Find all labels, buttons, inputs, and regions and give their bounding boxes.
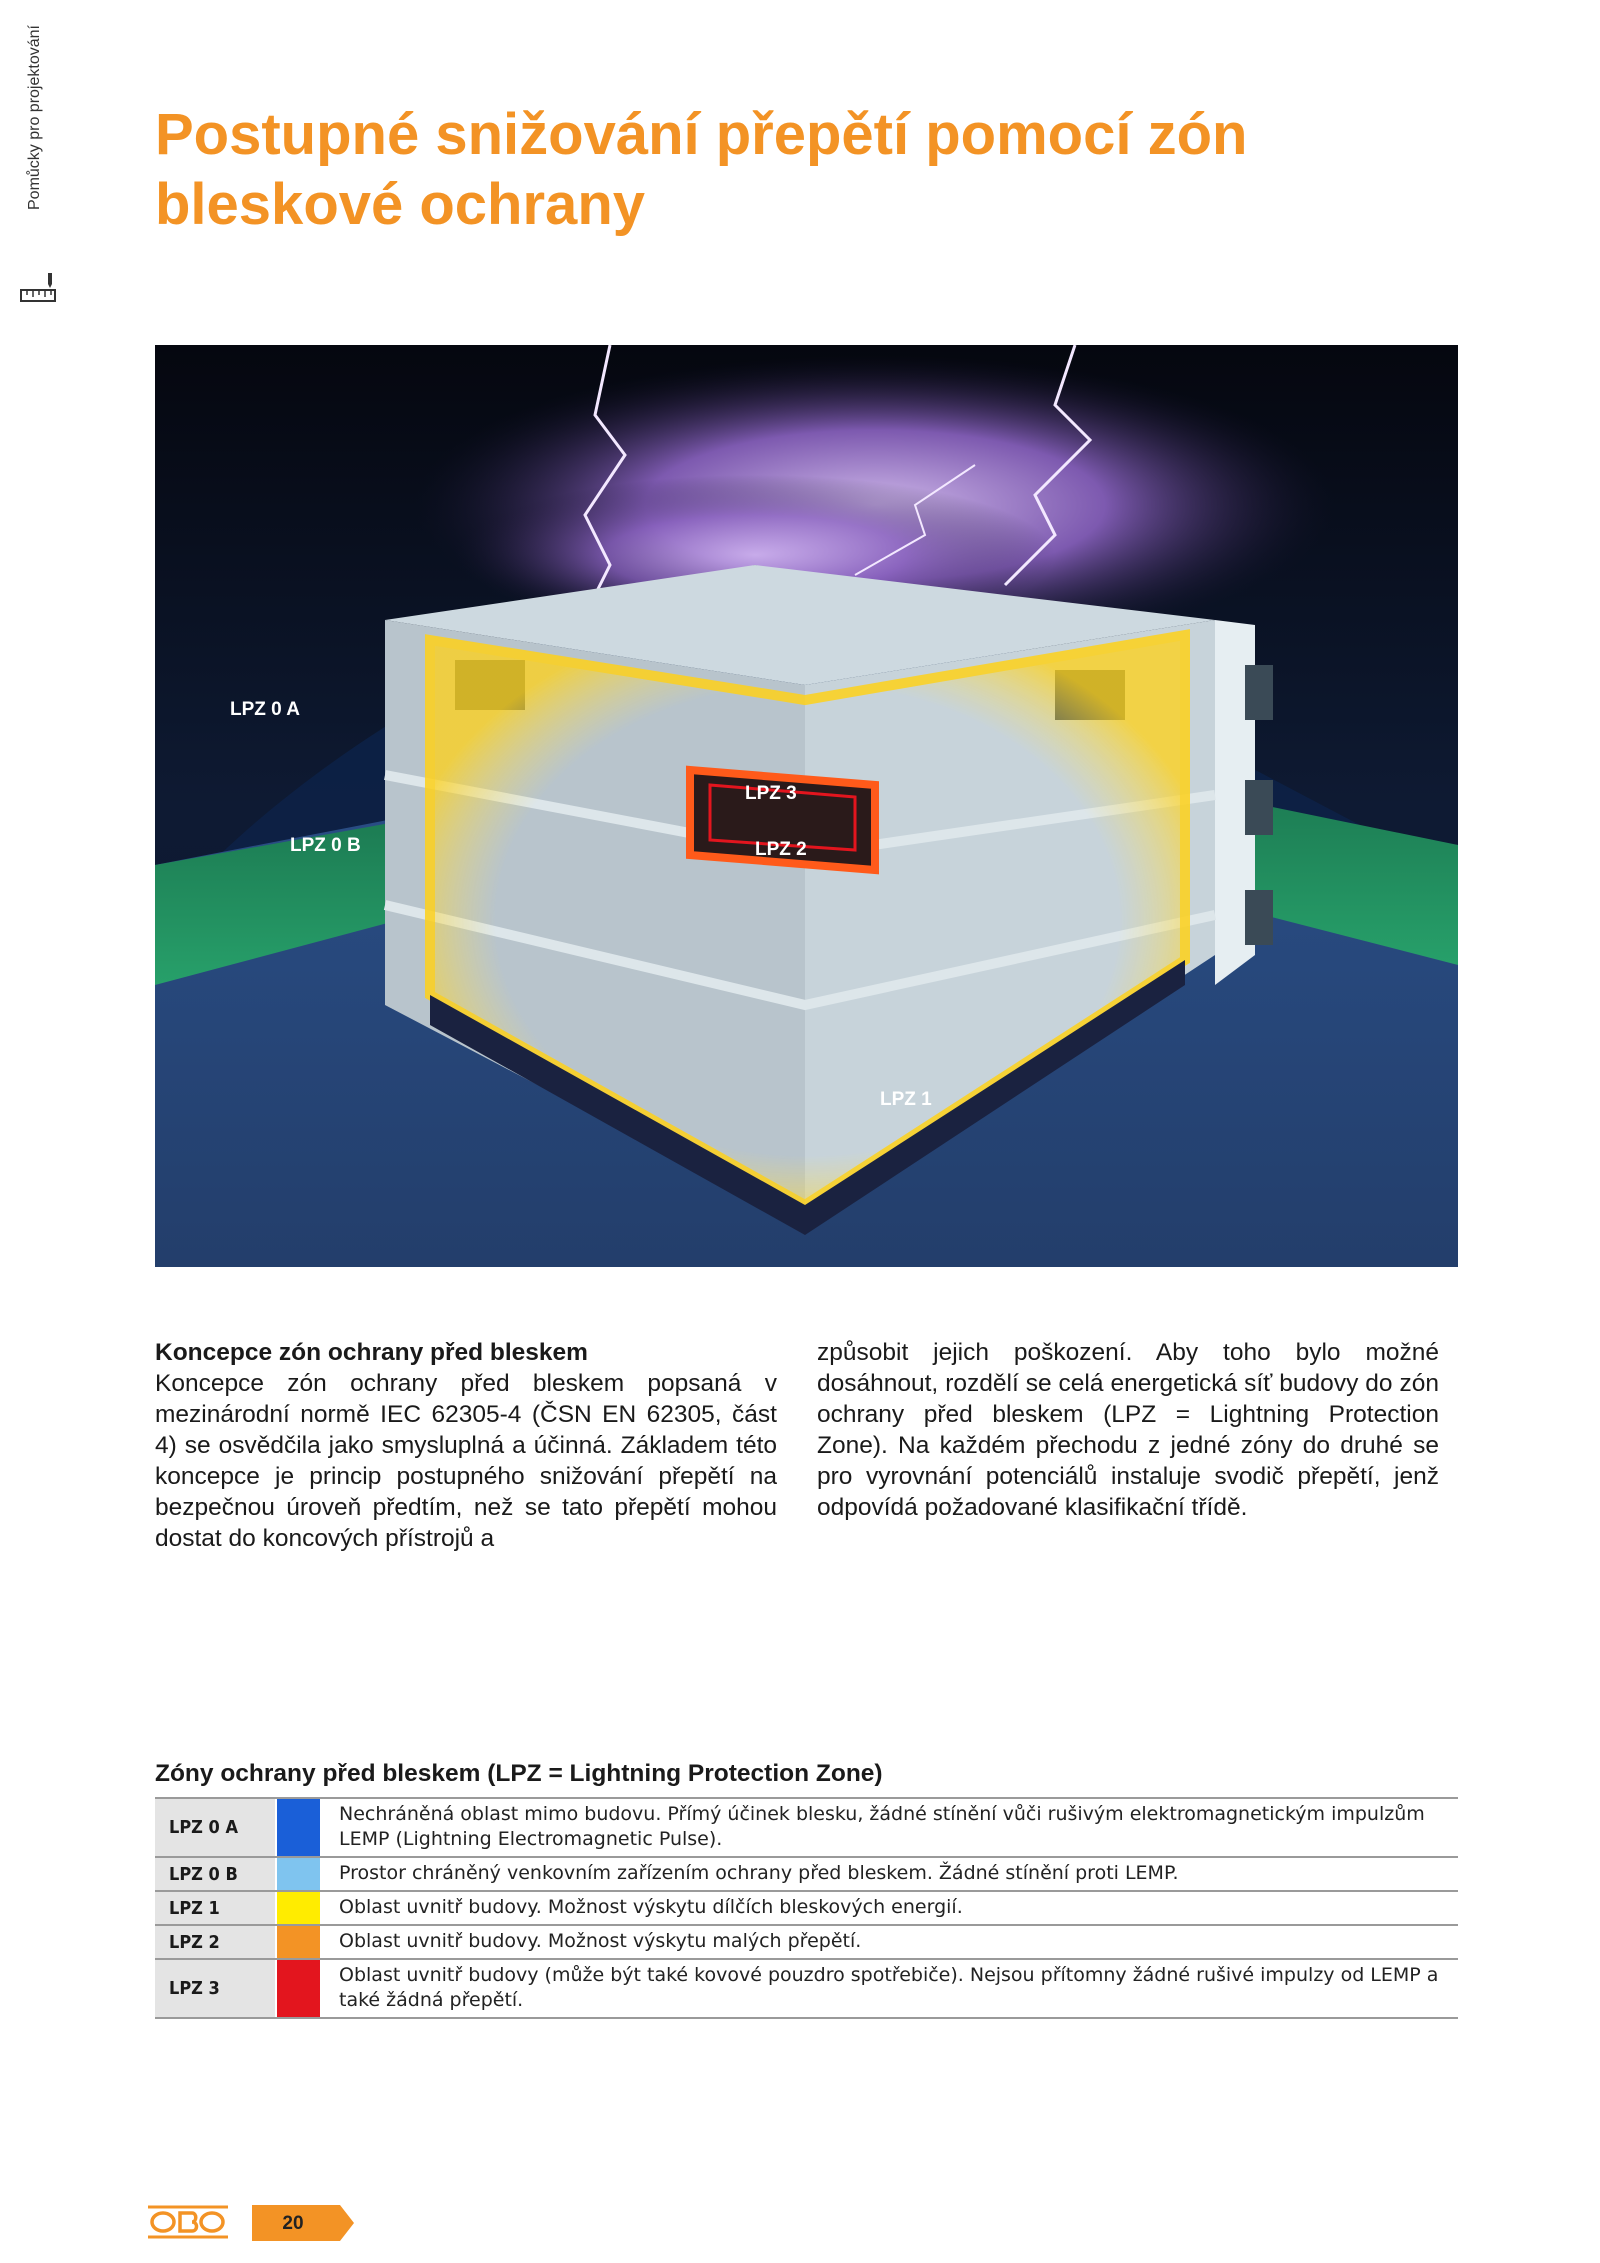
title-line-2: bleskové ochrany	[155, 172, 645, 237]
label-lpz-2: LPZ 2	[755, 839, 807, 860]
label-lpz-0b: LPZ 0 B	[290, 835, 361, 856]
zone-description: Oblast uvnitř budovy. Možnost výskytu dílčích bleskových energií.	[339, 1896, 963, 1918]
zone-color-swatch	[275, 1892, 322, 1924]
zone-description: Oblast uvnitř budovy. Možnost výskytu malých přepětí.	[339, 1930, 862, 1952]
zone-row	[155, 1892, 1458, 1926]
zone-code: LPZ 2	[155, 1926, 275, 1958]
zone-description: Nechráněná oblast mimo budovu. Přímý účinek blesku, žádné stínění vůči rušivým elektromagnetickým impulzům LEMP (Lightning Electromagnetic Pulse).	[339, 1803, 1425, 1850]
zone-code: LPZ 0 B	[155, 1858, 275, 1890]
zone-code: LPZ 1	[155, 1892, 275, 1924]
body-text-right: způsobit jejich poškození. Aby toho bylo možné dosáhnout, rozdělí se celá energetická síť budovy do zón ochrany před bleskem (LPZ = Lightning Protection Zone). Na každém přechodu z jedné zóny do druhé se pro vyrovnání potenciálů instaluje svodič přepětí, jenž odpovídá požadované klasifikační třídě.	[817, 1339, 1439, 1521]
zone-row	[155, 1960, 1458, 2019]
zone-row	[155, 1799, 1458, 1858]
body-text-left: Koncepce zón ochrany před bleskem popsaná v mezinárodní normě IEC 62305-4 (ČSN EN 62305, část 4) se osvědčila jako smysluplná a účinná. Základem této koncepce je princip postupného snižování přepětí na bezpečnou úroveň předtím, než se tato přepětí mohou dostat do koncových přístrojů a	[155, 1370, 777, 1552]
label-lpz-0a: LPZ 0 A	[230, 699, 301, 720]
body-column-left	[155, 1337, 777, 1554]
page-number: 20	[282, 2213, 304, 2234]
zone-color-swatch	[275, 1926, 322, 1958]
page-title	[155, 100, 1455, 240]
lpz-building-illustration	[155, 345, 1458, 1267]
title-line-1: Postupné snižování přepětí pomocí zón	[155, 102, 1248, 167]
zones-table-title: Zóny ochrany před bleskem (LPZ = Lightning Protection Zone)	[155, 1760, 883, 1787]
zone-row	[155, 1926, 1458, 1960]
zone-color-swatch	[275, 1960, 322, 2017]
obo-logo	[148, 2204, 228, 2240]
zone-row	[155, 1858, 1458, 1892]
zone-description: Oblast uvnitř budovy (může být také kovové pouzdro spotřebiče). Nejsou přítomny žádné rušivé impulzy od LEMP a také žádná přepětí.	[339, 1964, 1439, 2011]
zone-code: LPZ 0 A	[155, 1799, 275, 1856]
page-number-tab	[252, 2205, 354, 2241]
zone-color-swatch	[275, 1799, 322, 1856]
side-label: Pomůcky pro projektování	[26, 25, 43, 210]
zone-code: LPZ 3	[155, 1960, 275, 2017]
body-column-right	[817, 1337, 1439, 1523]
section-heading: Koncepce zón ochrany před bleskem	[155, 1339, 588, 1366]
zones-table	[155, 1797, 1458, 2019]
label-lpz-1: LPZ 1	[880, 1089, 932, 1110]
zone-color-swatch	[275, 1858, 322, 1890]
ruler-pencil-icon	[18, 270, 58, 306]
zone-description: Prostor chráněný venkovním zařízením ochrany před bleskem. Žádné stínění proti LEMP.	[339, 1862, 1179, 1884]
label-lpz-3: LPZ 3	[745, 783, 797, 804]
